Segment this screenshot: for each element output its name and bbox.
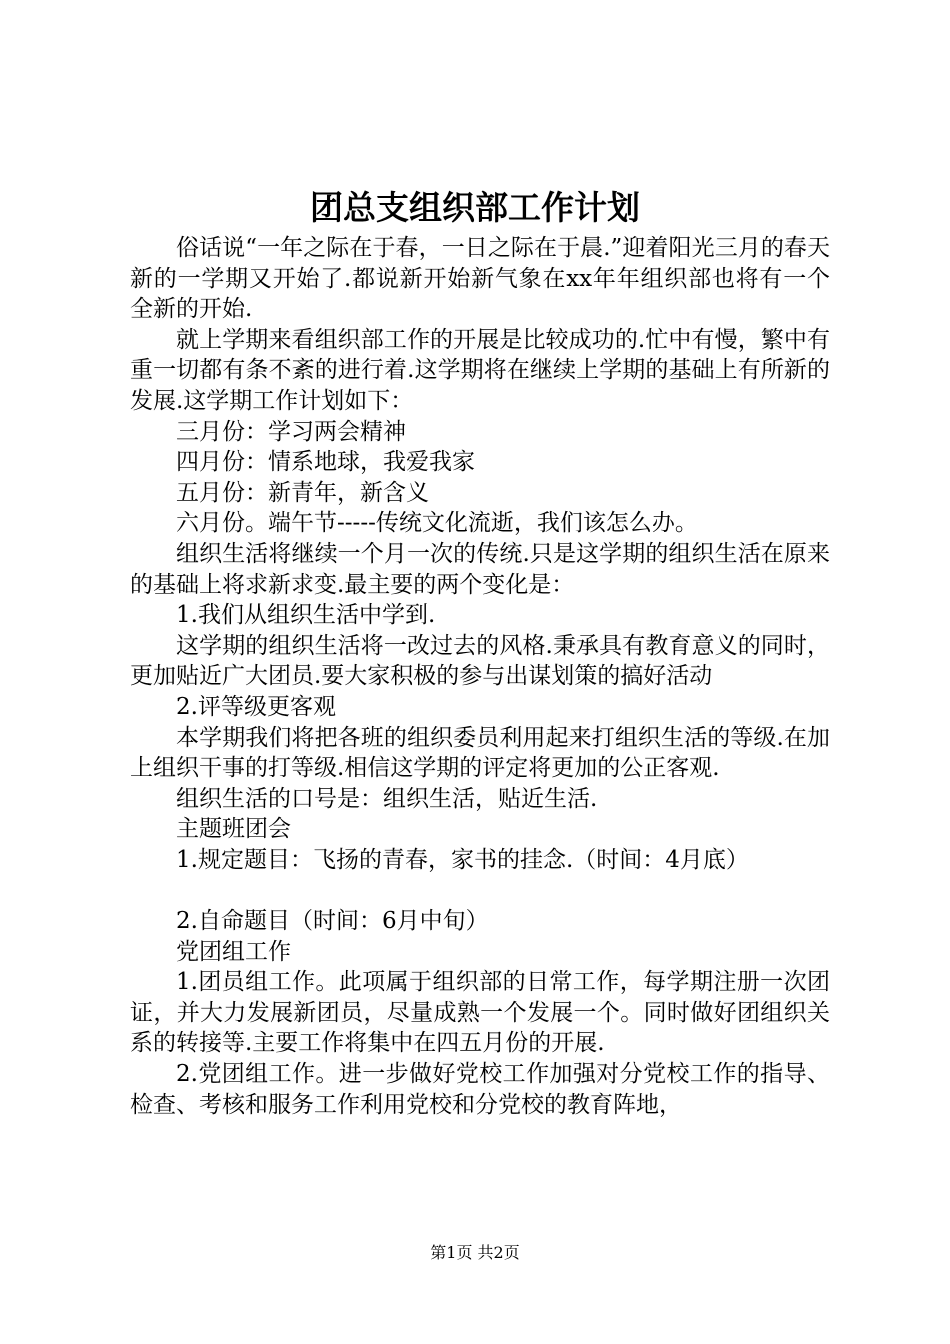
document-body xyxy=(130,233,830,1120)
blank-line xyxy=(130,875,830,906)
paragraph: 这学期的组织生活将一改过去的风格.秉承具有教育意义的同时，更加贴近广大团员.要大家积极的参与出谋划策的搞好活动 xyxy=(130,632,830,690)
document-title: 团总支组织部工作计划 xyxy=(310,188,640,227)
paragraph: 六月份。端午节-----传统文化流逝，我们该怎么办。 xyxy=(176,510,698,537)
paragraph: 就上学期来看组织部工作的开展是比较成功的.忙中有慢，繁中有重一切都有条不紊的进行着.这学期将在继续上学期的基础上有所新的发展.这学期工作计划如下： xyxy=(130,326,830,414)
paragraph: 1.我们从组织生活中学到. xyxy=(176,602,436,629)
paragraph: 四月份：情系地球，我爱我家 xyxy=(176,449,475,476)
paragraph: 1.团员组工作。此项属于组织部的日常工作，每学期注册一次团证，并大力发展新团员，尽量成熟一个发展一个。同时做好团组织关系的转接等.主要工作将集中在四五月份的开展. xyxy=(130,969,830,1057)
paragraph: 组织生活将继续一个月一次的传统.只是这学期的组织生活在原来的基础上将求新求变.最主要的两个变化是： xyxy=(130,540,830,598)
paragraph: 本学期我们将把各班的组织委员利用起来打组织生活的等级.在加上组织干事的打等级.相信这学期的评定将更加的公正客观. xyxy=(130,724,830,782)
paragraph: 五月份：新青年，新含义 xyxy=(176,479,429,506)
page-footer: 第1页 共2页 xyxy=(430,1243,520,1262)
paragraph: 2.党团组工作。进一步做好党校工作加强对分党校工作的指导、检查、考核和服务工作利用党校和分党校的教育阵地， xyxy=(130,1061,830,1118)
paragraph: 党团组工作 xyxy=(176,938,291,965)
paragraph: 组织生活的口号是：组织生活，贴近生活. xyxy=(176,785,598,812)
paragraph: 俗话说“一年之际在于春，一日之际在于晨.”迎着阳光三月的春天新的一学期又开始了.都说新开始新气象在xx年年组织部也将有一个全新的开始. xyxy=(130,235,830,323)
paragraph: 1.规定题目：飞扬的青春，家书的挂念.（时间：4月底） xyxy=(176,846,749,873)
paragraph: 2.评等级更客观 xyxy=(176,693,336,720)
paragraph: 主题班团会 xyxy=(176,816,291,843)
paragraph: 2.自命题目（时间：6月中旬） xyxy=(176,908,489,935)
paragraph: 三月份：学习两会精神 xyxy=(176,418,406,445)
